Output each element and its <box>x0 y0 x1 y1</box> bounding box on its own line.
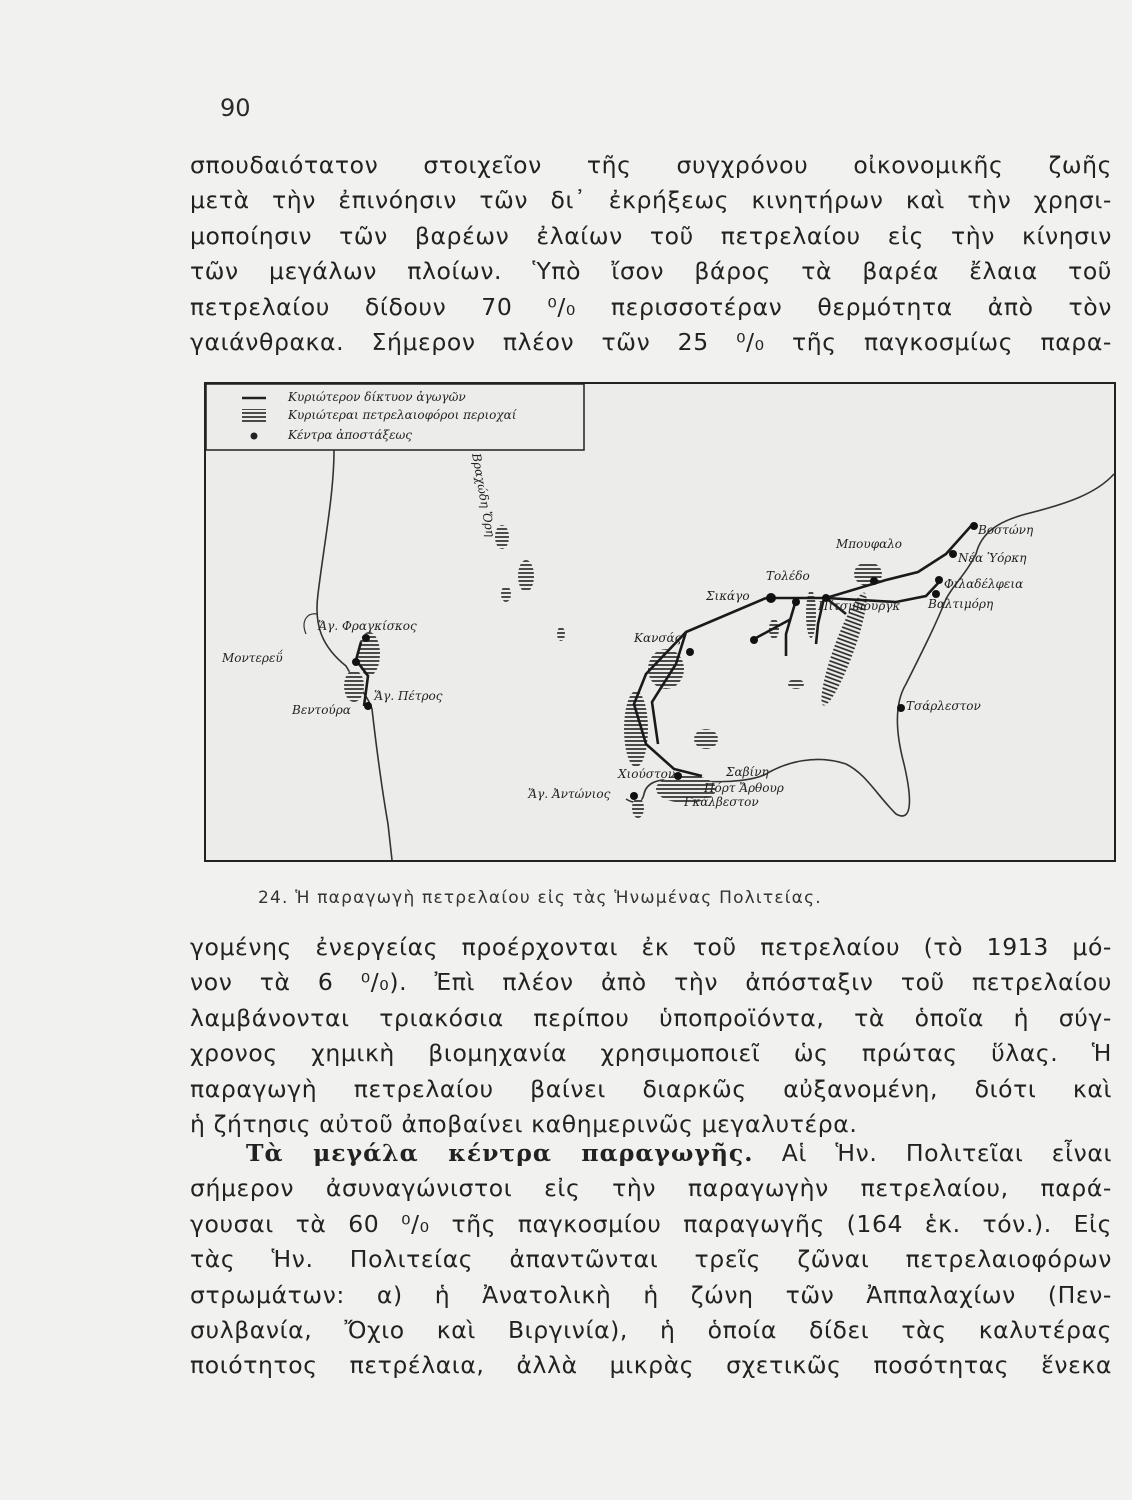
label-san-pedro: Ἅγ. Πέτρος <box>374 689 443 703</box>
text-line: σπουδαιότατον στοιχεῖον τῆς συγχρόνου οἰκονομικῆς ζωῆς <box>190 151 1112 179</box>
label-kansas: Κανσάς <box>634 631 682 645</box>
legend-pipelines: Κυριώτερον δίκτυον ἀγωγῶν <box>288 390 466 404</box>
label-baltimore: Βαλτιμόρη <box>928 597 994 611</box>
oil-production-map <box>204 382 1116 862</box>
label-toledo: Τολέδο <box>766 569 810 583</box>
label-port-arthur: Πόρτ Ἄρθουρ <box>704 781 784 795</box>
text-line: πετρελαίου δίδουν 70 ⁰/₀ περισσοτέραν θερμότητα ἀπὸ τὸν <box>190 292 1112 321</box>
label-new-york: Νέα Ὑόρκη <box>958 551 1027 565</box>
text-line: τῶν μεγάλων πλοίων. Ὑπὸ ἴσον βάρος τὰ βαρέα ἔλαια τοῦ <box>190 257 1112 286</box>
label-houston: Χιούστον <box>618 767 676 781</box>
label-boston: Βοστώνη <box>978 523 1034 537</box>
legend-refineries: Κέντρα ἀποστάξεως <box>288 428 413 442</box>
label-philadelphia: Φιλαδέλφεια <box>944 577 1024 591</box>
text-line: παραγωγὴ πετρελαίου βαίνει διαρκῶς αὐξανομένη, διότι καὶ <box>190 1074 1112 1103</box>
text-line: στρωμάτων: α) ἡ Ἀνατολικὴ ἡ ζώνη τῶν Ἀππαλαχίων (Πεν- <box>190 1280 1112 1309</box>
text-line: λαμβάνονται τριακόσια περίπου ὑποπροϊόντα, τὰ ὁποῖα ἡ σύγ- <box>190 1003 1112 1032</box>
map-legend <box>206 384 584 450</box>
label-chicago: Σικάγο <box>706 589 750 603</box>
paragraph-3 <box>190 1136 1112 1384</box>
page-number: 90 <box>220 94 251 122</box>
label-sabine: Σαβίνη <box>726 765 769 779</box>
label-ventura: Βεντούρα <box>292 703 351 717</box>
text-line: νον τὰ 6 ⁰/₀). Ἐπὶ πλέον ἀπὸ τὴν ἀπόσταξιν τοῦ πετρελαίου <box>190 968 1112 997</box>
text-line: συλβανία, Ὄχιο καὶ Βιργινία), ἡ ὁποία δίδει τὰς καλυτέρας <box>190 1316 1112 1345</box>
text-line: μετὰ τὴν ἐπινόησιν τῶν δι᾽ ἐκρήξεως κινητήρων καὶ τὴν χρησι- <box>190 186 1112 215</box>
text-line: μοποίησιν τῶν βαρέων ἐλαίων τοῦ πετρελαίου εἰς τὴν κίνησιν <box>190 221 1112 250</box>
text-line: γαιάνθρακα. Σήμερον πλέον τῶν 25 ⁰/₀ τῆς παγκοσμίως παρα- <box>190 328 1112 357</box>
west-coastline <box>317 450 392 860</box>
label-san-antonio: Ἅγ. Ἀντώνιος <box>528 787 611 801</box>
label-buffalo: Μπουφαλο <box>836 537 903 551</box>
label-charleston: Τσάρλεστον <box>906 699 981 713</box>
label-san-francisco: Ἅγ. Φραγκίσκος <box>318 619 417 633</box>
map-drawing <box>206 384 1114 860</box>
label-monterey: Μοντερεΰ <box>222 651 283 665</box>
text-line: σήμερον ἀσυναγώνιστοι εἰς τὴν παραγωγὴν πετρελαίου, παρά- <box>190 1174 1112 1203</box>
text-line: γομένης ἐνεργείας προέρχονται ἐκ τοῦ πετρελαίου (τὸ 1913 μό- <box>190 933 1112 961</box>
text-line: τὰς Ἡν. Πολιτείας ἀπαντῶνται τρεῖς ζῶναι πετρελαιοφόρων <box>190 1245 1112 1274</box>
figure-caption: 24. Ἡ παραγωγὴ πετρελαίου εἰς τὰς Ἡνωμένας Πολιτείας. <box>258 888 822 908</box>
heading-line-rest: Αἱ Ἡν. Πολιτεῖαι εἶναι <box>753 1139 1112 1167</box>
section-heading: Τὰ μεγάλα κέντρα παραγωγῆς. <box>246 1139 754 1167</box>
text-line: χρονος χημικὴ βιομηχανία χρησιμοποιεῖ ὡς πρώτας ὕλας. Ἡ <box>190 1039 1112 1068</box>
label-galveston: Γκάλβεστον <box>684 795 759 809</box>
text-line: γουσαι τὰ 60 ⁰/₀ τῆς παγκοσμίου παραγωγῆς (164 ἑκ. τόν.). Εἰς <box>190 1209 1112 1238</box>
label-pittsburgh: Πίτσμπουργκ <box>818 599 901 613</box>
east-coastline <box>626 474 1114 816</box>
legend-oil-fields: Κυριώτεραι πετρελαιοφόροι περιοχαί <box>288 408 517 422</box>
text-line: ποιότητος πετρέλαια, ἀλλὰ μικρὰς σχετικῶς ποσότητας ἕνεκα <box>190 1351 1112 1380</box>
text-line: ἡ ζήτησις αὐτοῦ ἀποβαίνει καθημερινῶς μεγαλυτέρα. <box>190 1110 858 1139</box>
label-rocky-mountains: Βραχώδη Ὄρη <box>469 452 498 538</box>
paragraph-1 <box>190 148 1112 360</box>
text-line <box>190 1136 1112 1171</box>
paragraph-2 <box>190 930 1112 1142</box>
